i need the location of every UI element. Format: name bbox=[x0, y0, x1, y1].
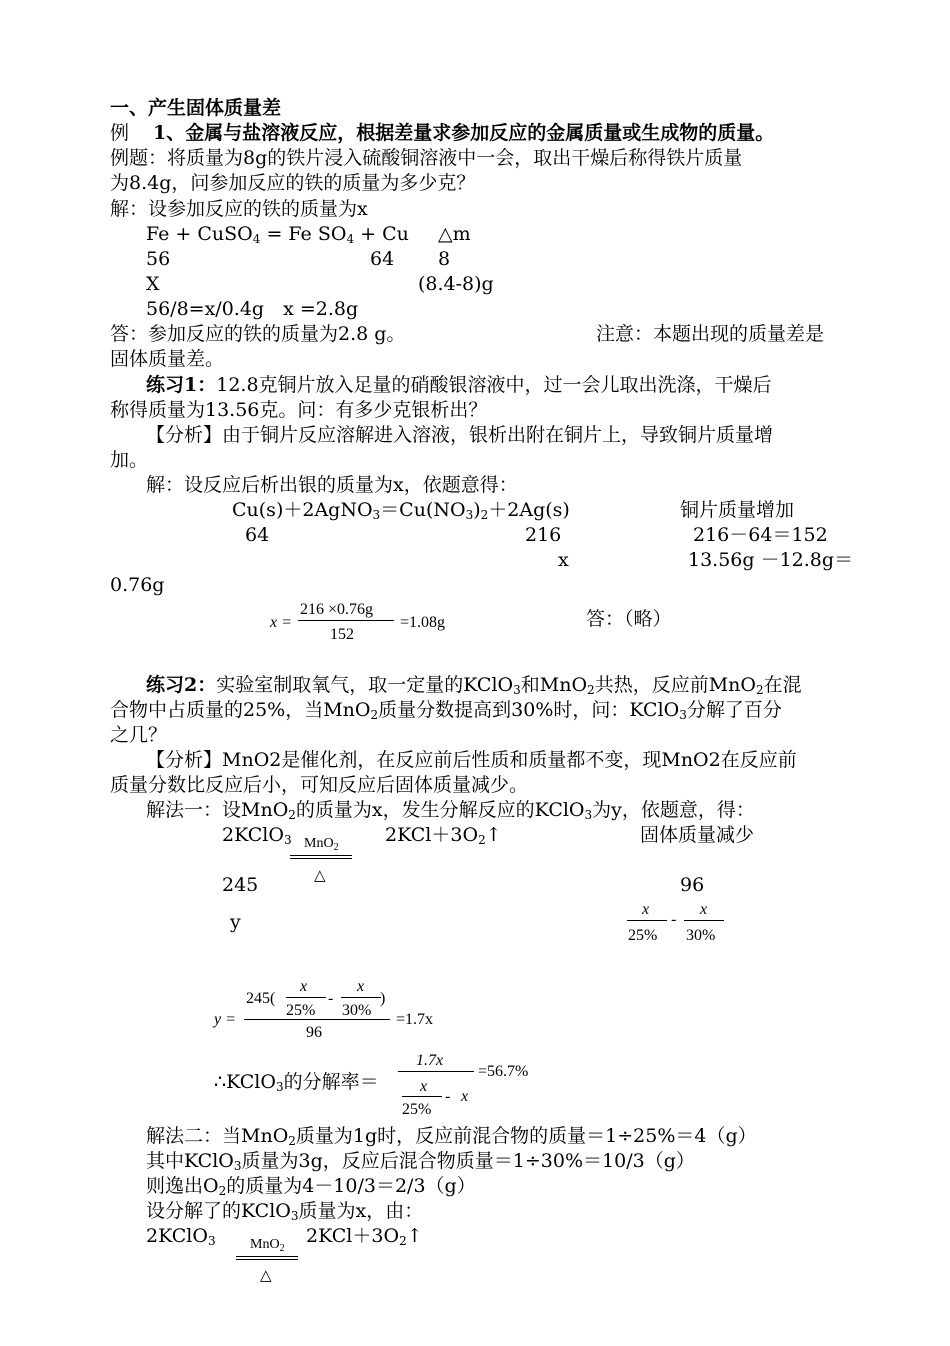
practice1-equation bbox=[232, 498, 570, 522]
text: 质量为1g时，反应前混合物的质量＝1÷25%＝4（g） bbox=[295, 1125, 757, 1147]
ratio-value: 0.76g bbox=[110, 574, 165, 596]
frac-num: x bbox=[300, 978, 308, 995]
eq-part: ＋2Ag(s) bbox=[488, 499, 570, 521]
practice1-label: 练习1： bbox=[146, 374, 217, 396]
sub: 2 bbox=[370, 708, 379, 722]
denominator: 96 bbox=[306, 1024, 322, 1041]
text: 在混 bbox=[763, 674, 802, 696]
frac-den: 30% bbox=[686, 927, 716, 944]
ratio-value: 96 bbox=[680, 874, 705, 896]
ratio-value: 64 bbox=[370, 248, 395, 270]
eq1-sub: 4 bbox=[346, 232, 355, 246]
solution-intro: 解：设参加反应的铁的质量为x bbox=[110, 198, 368, 220]
sub: 2 bbox=[279, 1243, 285, 1254]
method1-intro bbox=[146, 798, 755, 822]
minus-sign: - bbox=[445, 1088, 451, 1105]
frac-num: x bbox=[357, 978, 365, 995]
text: 2KClO bbox=[146, 1225, 208, 1247]
ratio-value: 216－64＝152 bbox=[693, 524, 828, 546]
sub: 3 bbox=[275, 1080, 284, 1094]
frac-den: 25% bbox=[628, 927, 658, 944]
practice2-line3: 之几？ bbox=[110, 724, 168, 746]
practice2-line1 bbox=[146, 673, 802, 697]
fraction-bar bbox=[286, 997, 326, 998]
products bbox=[306, 1224, 423, 1248]
gas-arrow: ↑ bbox=[485, 824, 502, 846]
text: 的分解率＝ bbox=[283, 1071, 379, 1093]
numerator-prefix: 245( bbox=[246, 990, 276, 1007]
fraction-bar bbox=[298, 620, 394, 621]
text: 质量为x，由： bbox=[298, 1200, 424, 1222]
sub: 2 bbox=[399, 1234, 407, 1248]
ratio-value: (8.4-8)g bbox=[418, 273, 494, 295]
fraction-bar bbox=[627, 920, 667, 921]
reaction-equals-sign bbox=[236, 1256, 298, 1260]
rate-label bbox=[214, 1070, 379, 1094]
gas-arrow: ↑ bbox=[406, 1225, 423, 1247]
minus-sign: - bbox=[328, 990, 334, 1007]
ratio-value: X bbox=[146, 273, 160, 295]
ratio-value: 216 bbox=[525, 524, 562, 546]
frac-den: 30% bbox=[342, 1002, 372, 1019]
sub: 3 bbox=[283, 833, 292, 847]
eq-sub: 3 bbox=[465, 508, 474, 522]
eq-part: Cu(s)＋2AgNO bbox=[232, 499, 373, 521]
text: 分解了百分 bbox=[686, 699, 782, 721]
method2-line3 bbox=[146, 1174, 476, 1198]
example-question-line2: 为8.4g，问参加反应的铁的质量为多少克？ bbox=[110, 172, 476, 194]
ratio-value: 13.56g －12.8g＝ bbox=[688, 549, 854, 571]
text: 和MnO bbox=[520, 674, 588, 696]
practice1-analysis-line1: 【分析】由于铜片反应溶解进入溶液，银析出附在铜片上，导致铜片质量增 bbox=[146, 424, 774, 446]
eq1-part-b: = Fe SO bbox=[260, 223, 347, 245]
fraction-bar bbox=[402, 1096, 442, 1097]
practice1-analysis-line2: 加。 bbox=[110, 449, 149, 471]
practice2-analysis-line2: 质量分数比反应后小，可知反应后固体质量减少。 bbox=[110, 774, 529, 796]
sub: 2 bbox=[288, 808, 296, 822]
text: 2KCl＋3O bbox=[306, 1225, 400, 1247]
fraction-bar bbox=[244, 1019, 390, 1020]
text: 2KClO bbox=[222, 824, 284, 846]
frac-den: 25% bbox=[402, 1101, 432, 1118]
text: 质量为3g，反应后混合物质量＝1÷30%＝10/3（g） bbox=[241, 1150, 695, 1172]
text: 实验室制取氧气，取一定量的KClO bbox=[216, 674, 514, 696]
eq-sub: 3 bbox=[372, 508, 381, 522]
text: 为y，依题意，得： bbox=[592, 799, 755, 821]
reactant bbox=[146, 1224, 216, 1248]
practice1-solution: 解：设反应后析出银的质量为x，依题意得： bbox=[146, 474, 518, 496]
fraction-bar bbox=[398, 1071, 474, 1072]
sub: 3 bbox=[513, 683, 521, 697]
sub: 3 bbox=[584, 808, 593, 822]
fraction-bar bbox=[684, 920, 724, 921]
text: 解法二：当MnO bbox=[146, 1125, 289, 1147]
example-label: 例 bbox=[110, 122, 130, 144]
practice1-line2: 称得质量为13.56克。问：有多少克银析出？ bbox=[110, 399, 488, 421]
ratio-value: 64 bbox=[245, 524, 270, 546]
fraction-numerator: 216 ×0.76g bbox=[300, 601, 374, 618]
practice2-label: 练习2： bbox=[146, 674, 217, 696]
frac-num: x bbox=[642, 901, 650, 918]
text: MnO bbox=[304, 836, 334, 851]
calculation: 56/8=x/0.4g x =2.8g bbox=[146, 298, 359, 320]
eq-part: ＝Cu(NO bbox=[380, 499, 466, 521]
equation-1 bbox=[146, 222, 409, 246]
eq-part: ) bbox=[473, 499, 481, 521]
products bbox=[385, 823, 502, 847]
frac-den: 25% bbox=[286, 1002, 316, 1019]
reactant bbox=[222, 823, 292, 847]
answer-1: 答：参加反应的铁的质量为2.8 g。 bbox=[110, 323, 406, 345]
fraction-result: =1.08g bbox=[400, 614, 446, 631]
ratio-value: 56 bbox=[146, 248, 171, 270]
reaction-equals-sign bbox=[290, 855, 352, 859]
heat-symbol: △ bbox=[260, 1268, 272, 1284]
delta-m-label: △m bbox=[438, 223, 471, 245]
fraction-bar bbox=[341, 997, 381, 998]
y-lhs: y = bbox=[214, 1011, 236, 1028]
text: 的质量为4－10/3＝2/3（g） bbox=[226, 1175, 476, 1197]
text: 其中KClO bbox=[146, 1150, 234, 1172]
text: 合物中占质量的25%，当MnO bbox=[110, 699, 371, 721]
text: 质量分数提高到30%时，问：KClO bbox=[378, 699, 680, 721]
ratio-value: y bbox=[230, 911, 241, 933]
note-line1: 注意：本题出现的质量差是 bbox=[596, 323, 825, 345]
ratio-value: 8 bbox=[438, 248, 451, 270]
frac-num: x bbox=[700, 901, 708, 918]
text: 则逸出O bbox=[146, 1175, 219, 1197]
eq-sub: 2 bbox=[480, 508, 489, 522]
sub: 2 bbox=[478, 833, 486, 847]
mass-increase-label: 铜片质量增加 bbox=[680, 499, 795, 521]
practice1-line1 bbox=[146, 373, 772, 397]
sub: 3 bbox=[207, 1234, 216, 1248]
fraction-lhs: x = bbox=[270, 614, 292, 631]
practice1-text: 12.8克铜片放入足量的硝酸银溶液中，过一会儿取出洗涤，干燥后 bbox=[216, 374, 772, 396]
sub: 2 bbox=[288, 1134, 296, 1148]
y-result: =1.7x bbox=[396, 1011, 434, 1028]
method2-line2 bbox=[146, 1149, 695, 1173]
sub: 3 bbox=[290, 1209, 299, 1223]
sub: 2 bbox=[333, 842, 339, 853]
mass-decrease-label: 固体质量减少 bbox=[640, 824, 755, 846]
practice1-answer: 答：（略） bbox=[586, 608, 672, 630]
sub: 3 bbox=[679, 708, 687, 722]
ratio-value: x bbox=[558, 549, 569, 571]
text: 设分解了的KClO bbox=[146, 1200, 291, 1222]
frac-x: x bbox=[461, 1088, 469, 1105]
sub: 3 bbox=[233, 1159, 242, 1173]
catalyst-label bbox=[304, 832, 339, 856]
sub: 2 bbox=[587, 683, 595, 697]
sub: 2 bbox=[755, 683, 764, 697]
text: 共热，反应前MnO bbox=[594, 674, 756, 696]
example-question-line1: 例题：将质量为8g的铁片浸入硫酸铜溶液中一会，取出干燥后称得铁片质量 bbox=[110, 147, 743, 169]
ratio-value: 245 bbox=[222, 874, 259, 896]
sub: 2 bbox=[218, 1184, 227, 1198]
rate-numerator: 1.7x bbox=[416, 1052, 444, 1069]
rate-result: =56.7% bbox=[478, 1063, 529, 1080]
text: MnO bbox=[250, 1237, 280, 1252]
text: 的质量为x，发生分解反应的KClO bbox=[295, 799, 585, 821]
text: 解法一：设MnO bbox=[146, 799, 289, 821]
fraction-denominator: 152 bbox=[330, 626, 354, 643]
text: ∴KClO bbox=[214, 1071, 276, 1093]
eq1-sub: 4 bbox=[252, 232, 261, 246]
section-heading: 一、产生固体质量差 bbox=[110, 97, 282, 119]
method2-line1 bbox=[146, 1124, 757, 1148]
method2-line4 bbox=[146, 1199, 423, 1223]
minus-sign: - bbox=[671, 911, 677, 928]
practice2-line2 bbox=[110, 698, 782, 722]
heat-symbol: △ bbox=[314, 868, 326, 884]
frac-num: x bbox=[420, 1078, 428, 1095]
example-title: 1、金属与盐溶液反应，根据差量求参加反应的金属质量或生成物的质量。 bbox=[153, 122, 775, 144]
eq1-part-a: Fe + CuSO bbox=[146, 223, 253, 245]
numerator-suffix: ) bbox=[380, 990, 386, 1007]
catalyst-label bbox=[250, 1233, 285, 1257]
practice2-analysis-line1: 【分析】MnO2是催化剂，在反应前后性质和质量都不变，现MnO2在反应前 bbox=[146, 749, 797, 771]
eq1-part-c: + Cu bbox=[354, 223, 409, 245]
note-line2: 固体质量差。 bbox=[110, 348, 225, 370]
text: 2KCl＋3O bbox=[385, 824, 479, 846]
